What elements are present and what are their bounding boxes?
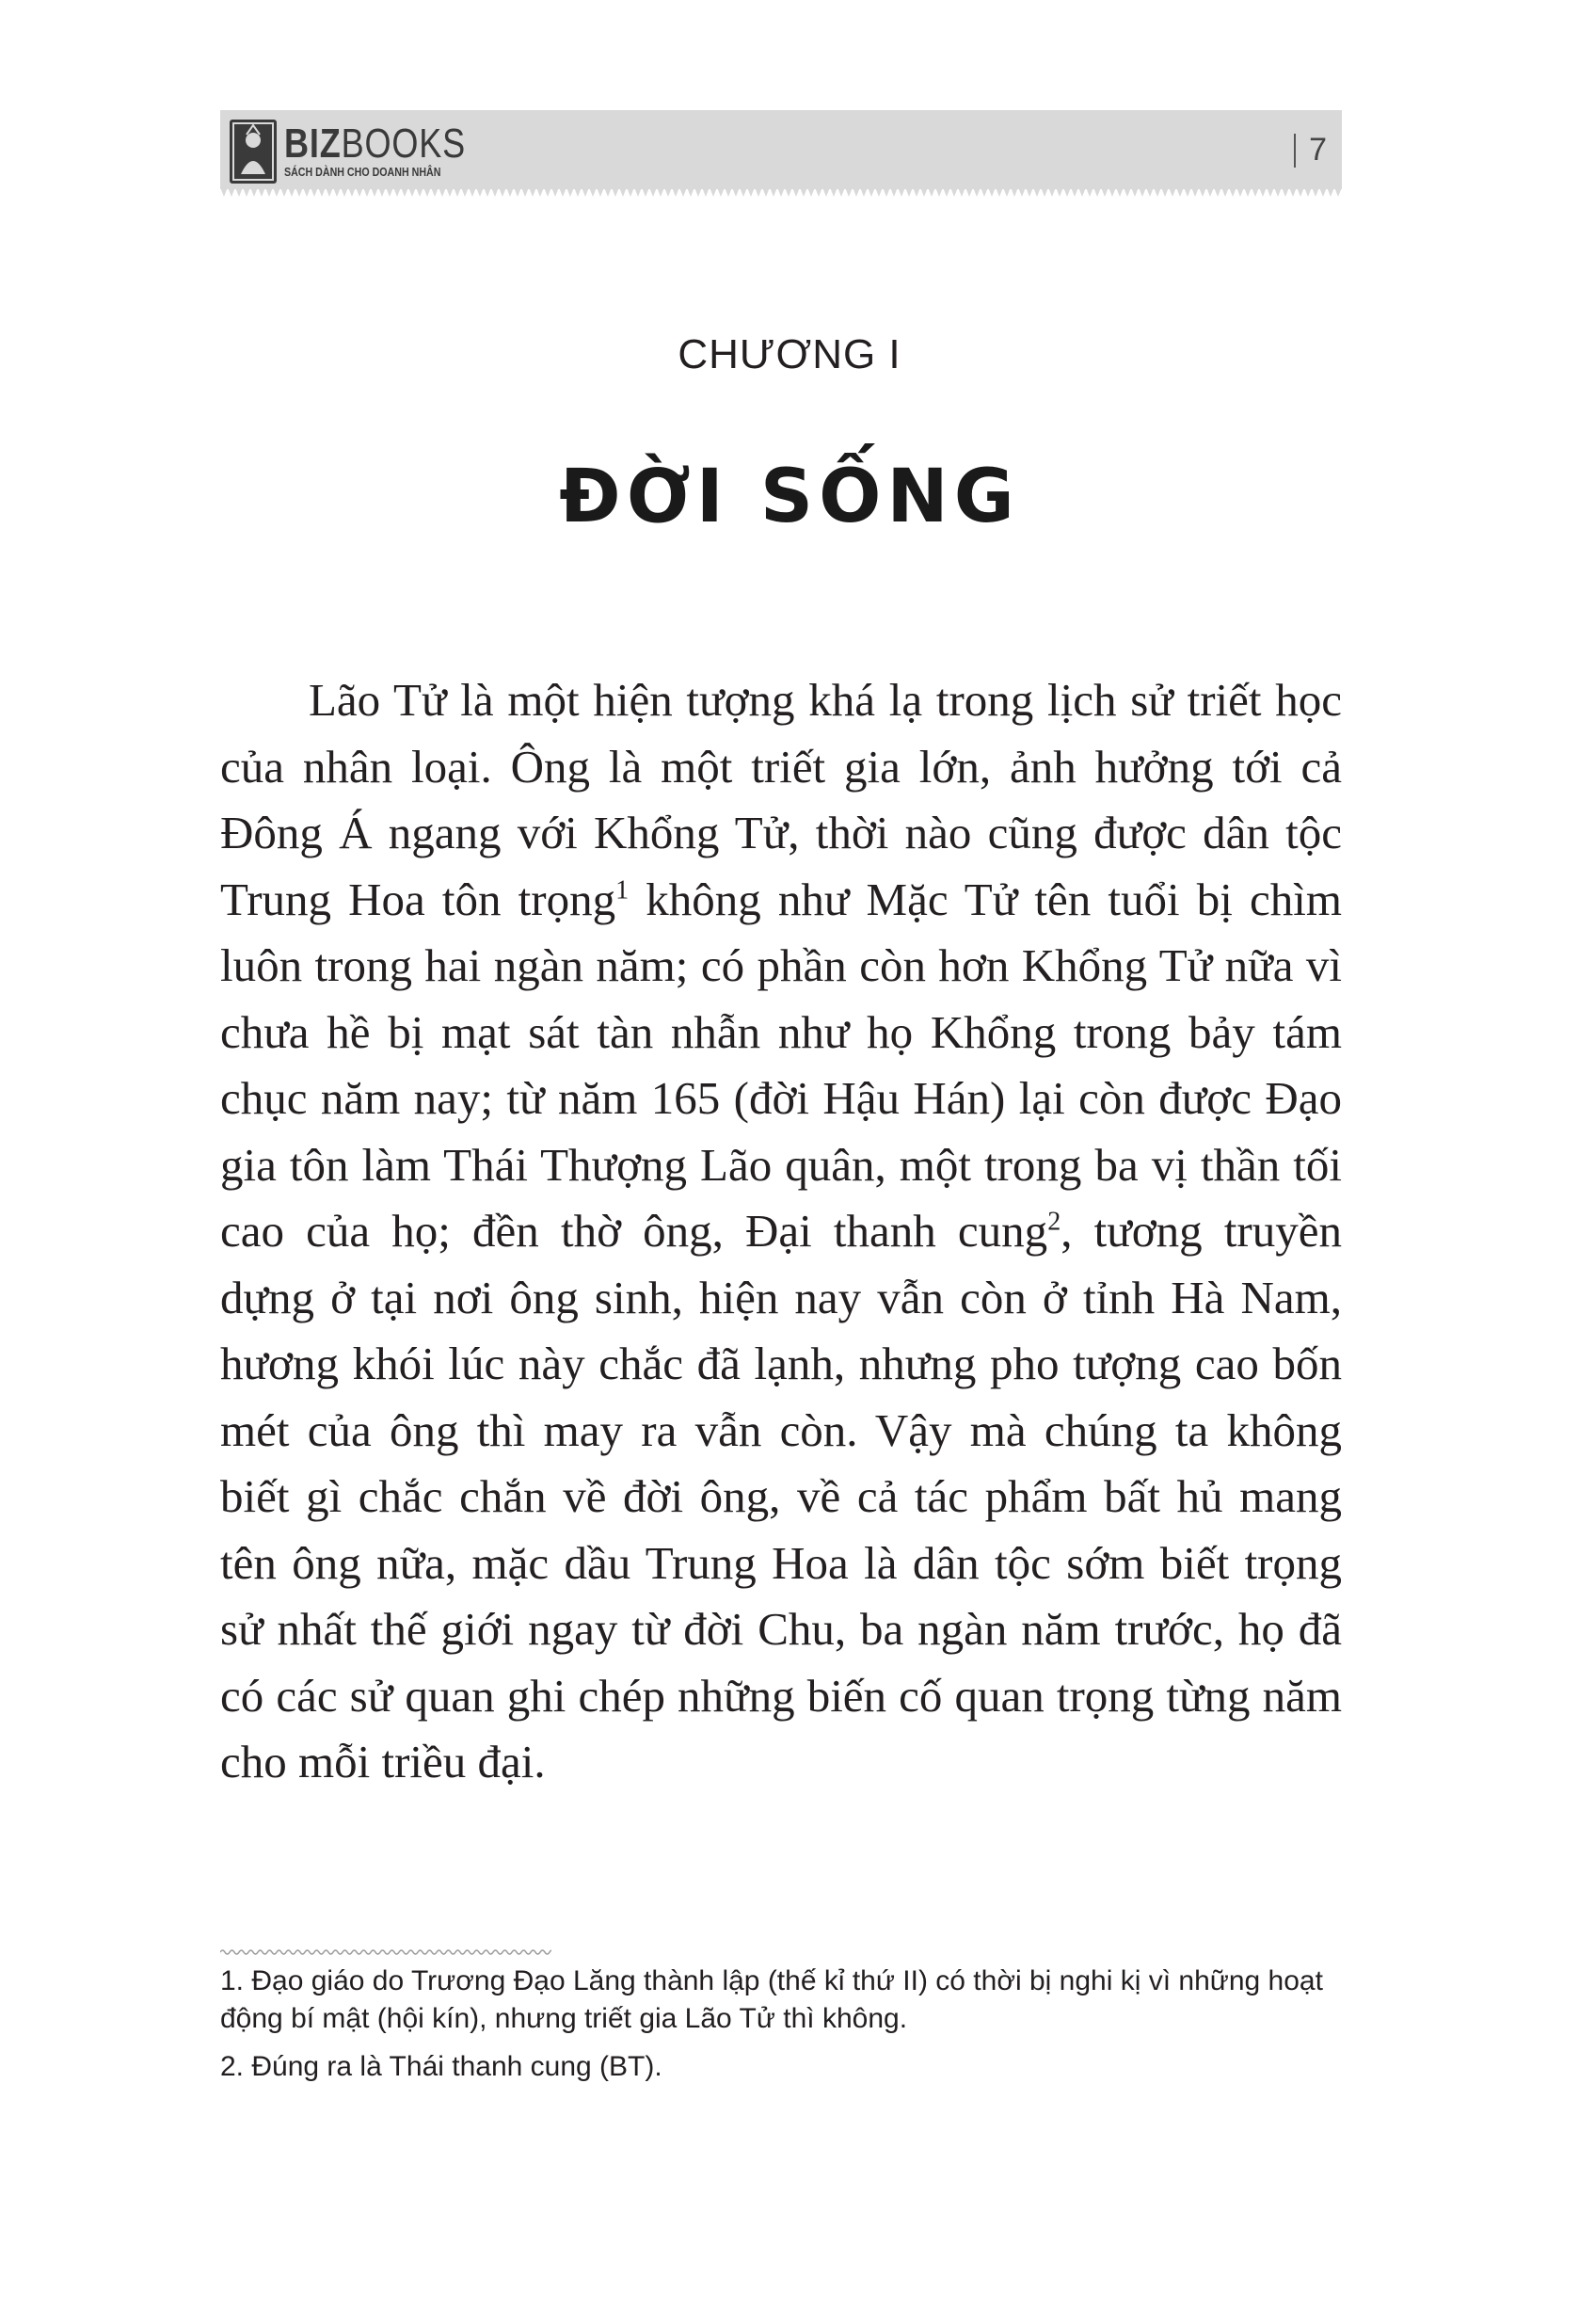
brand-tagline: SÁCH DÀNH CHO DOANH NHÂN (284, 165, 441, 179)
brand-name-bold: BIZ (284, 120, 342, 167)
body-text-part-1: Lão Tử là một hiện tượng khá lạ trong lịch sử triết học của nhân loại. Ông là một triết gia lớn, ảnh hưởng tới cả Đông Á ngang với Khổng Tử, thời nào cũng được dân tộc Trung Hoa tôn trọng (220, 674, 1342, 925)
bizbooks-logo (230, 119, 505, 184)
brand-name (284, 120, 467, 167)
footnote-2: 2. Đúng ra là Thái thanh cung (BT). (220, 2051, 662, 2082)
footnote-1: 1. Đạo giáo do Trương Đạo Lăng thành lập (thế kỉ thứ II) có thời bị nghi kị vì những hoạt động bí mật (hội kín), nhưng triết gia Lão Tử thì không. (220, 1965, 1323, 2034)
body-paragraph (220, 667, 1342, 1796)
page-number-value: 7 (1309, 132, 1327, 168)
chapter-label: CHƯƠNG I (678, 331, 901, 377)
footnote-ref-2: 2 (1047, 1207, 1061, 1237)
page-number (1294, 132, 1327, 168)
bizbooks-logo-icon (230, 120, 277, 184)
brand-name-rest: BOOKS (341, 120, 467, 167)
footnote-separator (220, 1948, 551, 1956)
footnote-ref-1: 1 (615, 875, 630, 906)
footnotes (220, 1963, 1342, 2096)
page-number-divider (1294, 134, 1296, 168)
header-zigzag-edge (220, 187, 1342, 197)
chapter-title: ĐỜI SỐNG (559, 455, 1020, 539)
body-text-part-2: không như Mặc Tử tên tuổi bị chìm luôn trong hai ngàn năm; có phần còn hơn Khổng Tử nữa vì chưa hề bị mạt sát tàn nhẫn như họ Khổng trong bảy tám chục năm nay; từ năm 165 (đời Hậu Hán) lại còn được Đạo gia tôn làm Thái Thượng Lão quân, một trong ba vị thần tối cao của họ; đền thờ ông, Đại thanh cung (220, 873, 1342, 1257)
body-text-part-3: , tương truyền dựng ở tại nơi ông sinh, hiện nay vẫn còn ở tỉnh Hà Nam, hương khói lúc này chắc đã lạnh, nhưng pho tượng cao bốn mét của ông thì may ra vẫn còn. Vậy mà chúng ta không biết gì chắc chắn về đời ông, về cả tác phẩm bất hủ mang tên ông nữa, mặc dầu Trung Hoa là dân tộc sớm biết trọng sử nhất thế giới ngay từ đời Chu, ba ngàn năm trước, họ đã có các sử quan ghi chép những biến cố quan trọng từng năm cho mỗi triều đại. (220, 1205, 1342, 1787)
